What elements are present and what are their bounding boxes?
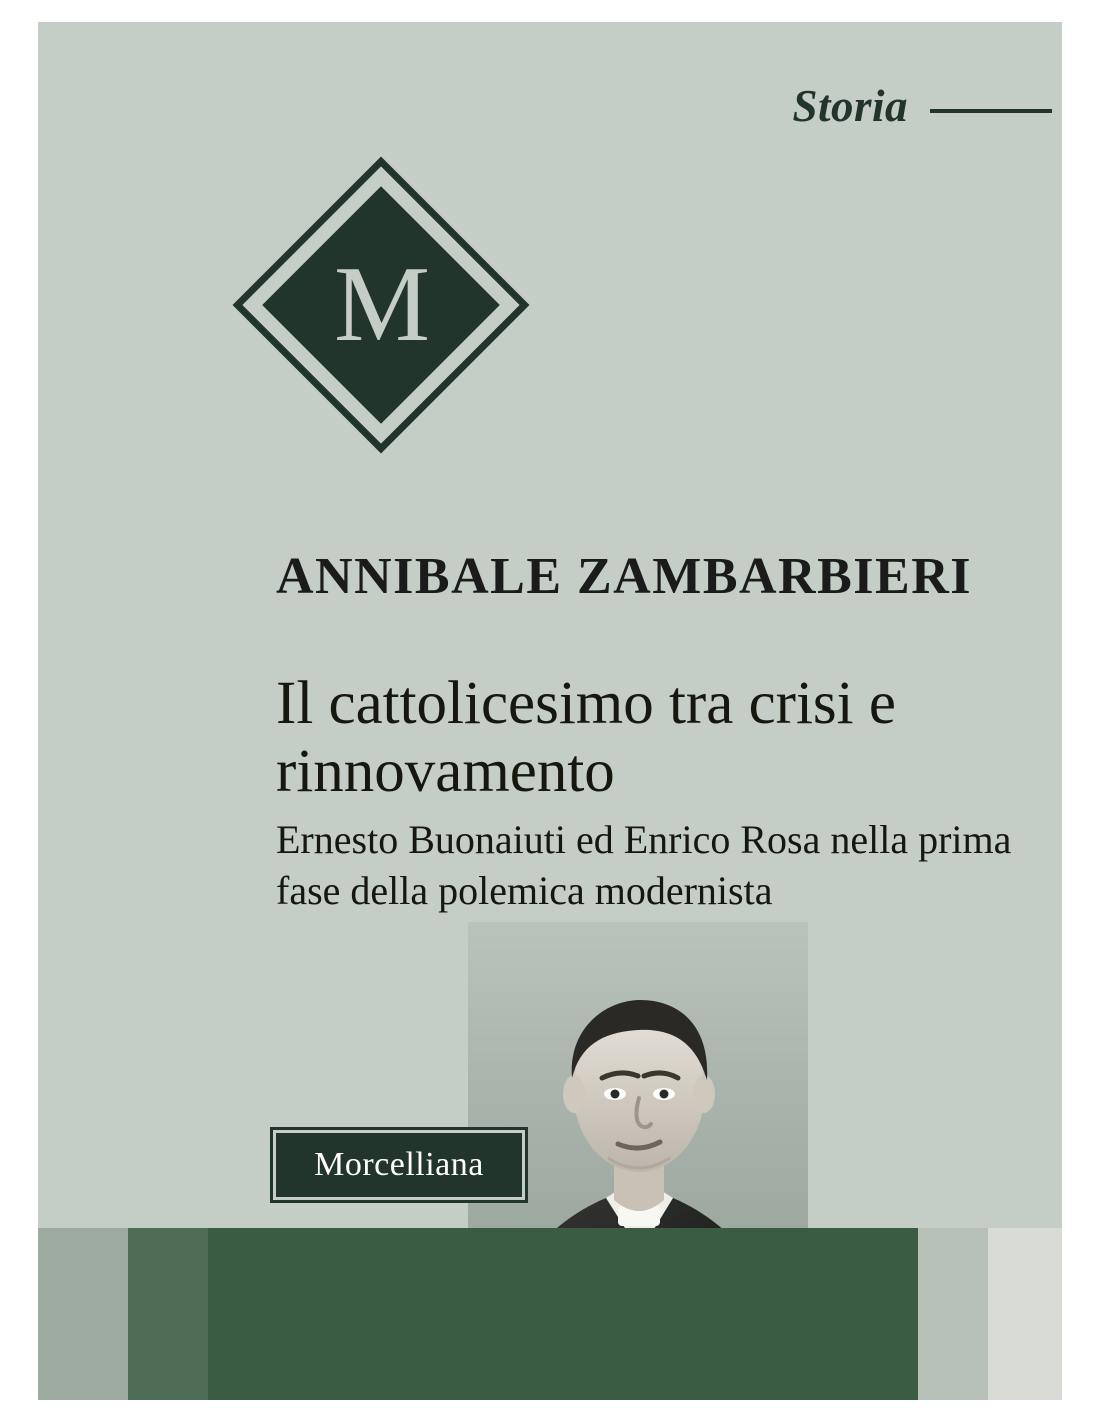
author-name: ANNIBALE ZAMBARBIERI xyxy=(276,548,972,605)
publisher-monogram-letter: M xyxy=(333,245,429,364)
bottom-band-green-light xyxy=(128,1228,208,1400)
publisher-badge xyxy=(270,1127,528,1203)
bottom-band-green xyxy=(208,1228,918,1400)
book-title: Il cattolicesimo tra crisi e rinnovamento xyxy=(276,670,896,806)
book-subtitle: Ernesto Buonaiuti ed Enrico Rosa nella prima fase della polemica modernista xyxy=(276,817,1012,914)
cover-panel xyxy=(38,22,1062,1400)
publisher-name: Morcelliana xyxy=(314,1146,484,1183)
series-rule xyxy=(930,109,1052,113)
series-label: Storia xyxy=(792,81,908,131)
bottom-band-grey xyxy=(38,1228,128,1400)
bottom-band-pale-green xyxy=(918,1228,988,1400)
bottom-band-pale xyxy=(988,1228,1062,1400)
series-line xyxy=(792,80,1052,132)
